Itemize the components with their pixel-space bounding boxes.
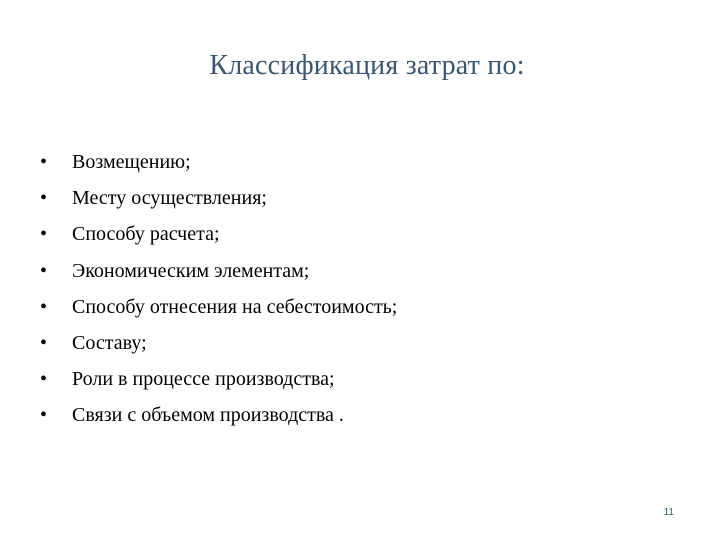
bullet-icon: •: [40, 368, 48, 391]
list-item-text: Возмещению;: [72, 151, 191, 173]
bullet-icon: •: [40, 295, 48, 318]
bullet-icon: •: [40, 331, 48, 354]
list-item: [40, 404, 397, 440]
bullet-icon: •: [40, 404, 48, 427]
list-item: [40, 151, 397, 187]
list-item: [40, 368, 397, 404]
bullet-icon: •: [40, 151, 48, 173]
list-item-text: Составу;: [72, 331, 147, 354]
list-item-text: Связи с объемом производства .: [72, 404, 344, 427]
page-number: 11: [663, 507, 674, 518]
list-item: [40, 332, 397, 368]
list-item-text: Способу расчета;: [72, 223, 220, 246]
list-item: [40, 296, 397, 332]
bullet-list: [40, 151, 397, 441]
bullet-icon: •: [40, 223, 48, 246]
slide-title: Классификация затрат по:: [209, 50, 525, 81]
list-item-text: Роли в процессе производства;: [72, 368, 335, 391]
list-item-text: Способу отнесения на себестоимость;: [72, 295, 398, 318]
list-item-text: Месту осуществления;: [72, 187, 267, 210]
list-item: [40, 223, 397, 259]
bullet-icon: •: [40, 187, 48, 210]
list-item-text: Экономическим элементам;: [72, 259, 310, 282]
list-item: [40, 187, 397, 223]
bullet-icon: •: [40, 259, 48, 282]
list-item: [40, 260, 397, 296]
